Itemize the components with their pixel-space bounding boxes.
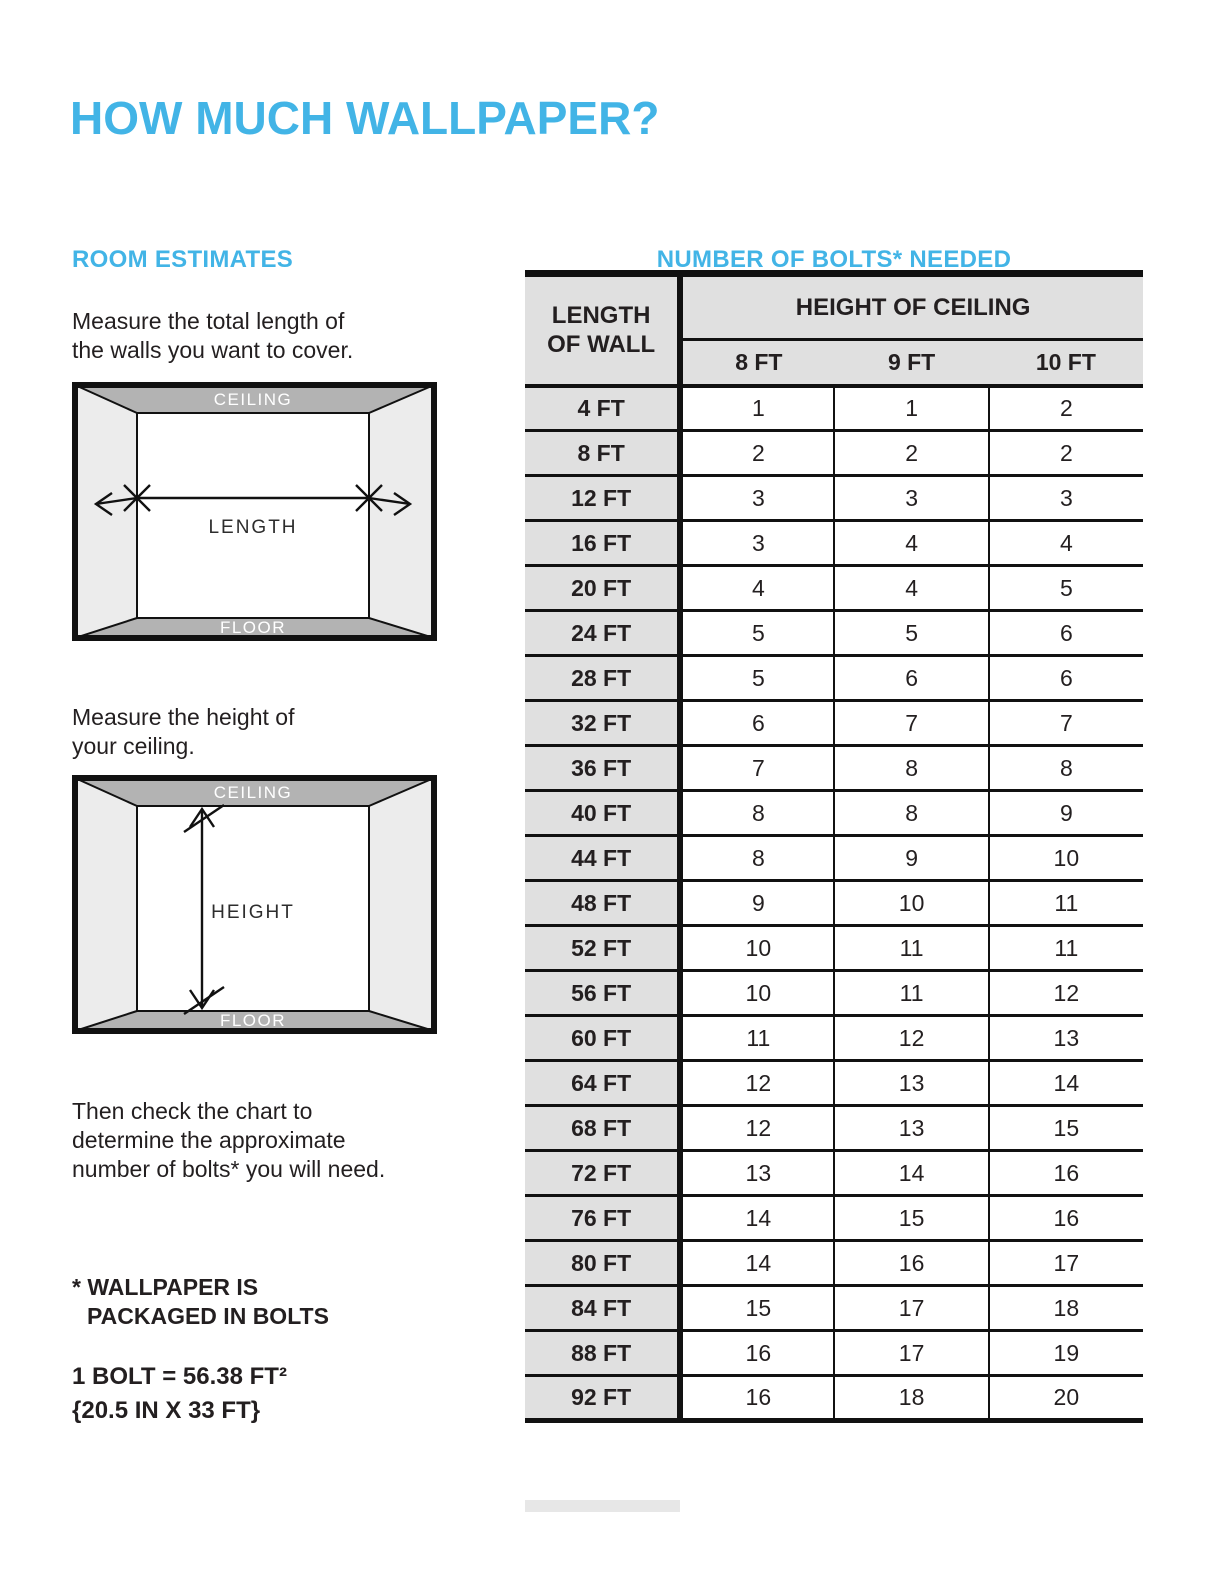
table-row bbox=[525, 1061, 1143, 1106]
right-wall bbox=[369, 778, 434, 1031]
bolt-count-cell: 8 bbox=[680, 791, 834, 836]
instruction-line: your ceiling. bbox=[72, 733, 195, 759]
column-header-9ft: 9 FT bbox=[834, 340, 988, 386]
bolt-count-cell: 3 bbox=[989, 476, 1143, 521]
instruction-line: Measure the height of bbox=[72, 704, 295, 730]
bolt-count-cell: 6 bbox=[680, 701, 834, 746]
bolt-count-cell: 17 bbox=[989, 1241, 1143, 1286]
right-wall bbox=[369, 385, 434, 638]
table-row bbox=[525, 836, 1143, 881]
bolt-count-cell: 9 bbox=[680, 881, 834, 926]
bolt-count-cell: 19 bbox=[989, 1331, 1143, 1376]
left-wall bbox=[75, 778, 137, 1031]
table-row bbox=[525, 431, 1143, 476]
bolt-count-cell: 14 bbox=[834, 1151, 988, 1196]
bolt-count-cell: 1 bbox=[834, 386, 988, 431]
bolt-count-cell: 7 bbox=[989, 701, 1143, 746]
bolt-count-cell: 14 bbox=[680, 1196, 834, 1241]
bolt-count-cell: 2 bbox=[989, 386, 1143, 431]
ceiling-label: CEILING bbox=[213, 390, 293, 409]
bolt-count-cell: 14 bbox=[680, 1241, 834, 1286]
room-estimates-heading: ROOM ESTIMATES bbox=[72, 245, 294, 273]
bolt-count-cell: 13 bbox=[834, 1106, 988, 1151]
wall-length-label: 48 FT bbox=[525, 881, 680, 926]
bolt-count-cell: 16 bbox=[680, 1331, 834, 1376]
bolt-count-cell: 20 bbox=[989, 1376, 1143, 1421]
bolt-count-cell: 8 bbox=[989, 746, 1143, 791]
table-row bbox=[525, 1286, 1143, 1331]
bolt-count-cell: 8 bbox=[834, 791, 988, 836]
bolt-count-cell: 4 bbox=[989, 521, 1143, 566]
bolt-count-cell: 12 bbox=[989, 971, 1143, 1016]
bolt-count-cell: 18 bbox=[834, 1376, 988, 1421]
wall-length-label: 28 FT bbox=[525, 656, 680, 701]
table-row bbox=[525, 1196, 1143, 1241]
table-header bbox=[525, 274, 1143, 386]
height-label: HEIGHT bbox=[211, 902, 295, 923]
bolt-size-info bbox=[72, 1360, 287, 1428]
wall-length-label: 76 FT bbox=[525, 1196, 680, 1241]
table-row bbox=[525, 971, 1143, 1016]
wall-length-label: 68 FT bbox=[525, 1106, 680, 1151]
bolt-count-cell: 6 bbox=[989, 656, 1143, 701]
bolt-count-cell: 2 bbox=[680, 431, 834, 476]
bolt-count-cell: 15 bbox=[834, 1196, 988, 1241]
table-row bbox=[525, 1151, 1143, 1196]
wall-length-label: 80 FT bbox=[525, 1241, 680, 1286]
table-row bbox=[525, 1331, 1143, 1376]
wall-length-label: 8 FT bbox=[525, 431, 680, 476]
wall-length-label: 92 FT bbox=[525, 1376, 680, 1421]
bolt-size-line: 1 BOLT = 56.38 FT² bbox=[72, 1363, 287, 1390]
table-row bbox=[525, 926, 1143, 971]
bolt-count-cell: 16 bbox=[989, 1151, 1143, 1196]
wall-length-label: 36 FT bbox=[525, 746, 680, 791]
bolt-count-cell: 11 bbox=[989, 926, 1143, 971]
bolt-count-cell: 13 bbox=[680, 1151, 834, 1196]
table-row bbox=[525, 701, 1143, 746]
instruction-measure-height bbox=[72, 703, 294, 761]
bolt-count-cell: 16 bbox=[680, 1376, 834, 1421]
wall-length-label: 52 FT bbox=[525, 926, 680, 971]
bolt-count-cell: 6 bbox=[989, 611, 1143, 656]
instruction-line: Measure the total length of bbox=[72, 308, 345, 334]
wall-length-label: 12 FT bbox=[525, 476, 680, 521]
instruction-line: determine the approximate bbox=[72, 1127, 346, 1153]
ceiling-label: CEILING bbox=[213, 783, 293, 802]
back-wall bbox=[137, 413, 369, 618]
bolts-needed-table bbox=[525, 270, 1143, 1423]
bolt-count-cell: 18 bbox=[989, 1286, 1143, 1331]
bolt-count-cell: 15 bbox=[989, 1106, 1143, 1151]
table-row bbox=[525, 656, 1143, 701]
table-row bbox=[525, 476, 1143, 521]
instruction-line: Then check the chart to bbox=[72, 1098, 313, 1124]
table-row bbox=[525, 1376, 1143, 1421]
bolt-count-cell: 10 bbox=[680, 971, 834, 1016]
column-header-10ft: 10 FT bbox=[989, 340, 1143, 386]
table-footer-stub bbox=[525, 1500, 680, 1512]
bolt-count-cell: 5 bbox=[680, 656, 834, 701]
bolt-count-cell: 2 bbox=[834, 431, 988, 476]
instruction-line: the walls you want to cover. bbox=[72, 337, 354, 363]
table-row bbox=[525, 1016, 1143, 1061]
bolt-count-cell: 11 bbox=[989, 881, 1143, 926]
bolt-count-cell: 13 bbox=[989, 1016, 1143, 1061]
floor-label: FLOOR bbox=[219, 1011, 287, 1030]
bolt-count-cell: 8 bbox=[834, 746, 988, 791]
bolt-count-cell: 12 bbox=[680, 1106, 834, 1151]
table-row bbox=[525, 881, 1143, 926]
page-title: HOW MUCH WALLPAPER? bbox=[70, 91, 660, 144]
bolt-count-cell: 11 bbox=[834, 971, 988, 1016]
instruction-check-chart bbox=[72, 1097, 385, 1184]
table-row bbox=[525, 611, 1143, 656]
bolt-count-cell: 5 bbox=[680, 611, 834, 656]
bolt-count-cell: 7 bbox=[680, 746, 834, 791]
wall-length-label: 4 FT bbox=[525, 386, 680, 431]
floor-label: FLOOR bbox=[219, 618, 287, 637]
bolt-count-cell: 15 bbox=[680, 1286, 834, 1331]
table-row bbox=[525, 1241, 1143, 1286]
instruction-line: number of bolts* you will need. bbox=[72, 1156, 386, 1182]
bolt-count-cell: 17 bbox=[834, 1331, 988, 1376]
wall-length-label: 24 FT bbox=[525, 611, 680, 656]
bolt-count-cell: 17 bbox=[834, 1286, 988, 1331]
wall-length-label: 16 FT bbox=[525, 521, 680, 566]
bolt-count-cell: 11 bbox=[834, 926, 988, 971]
column-header-8ft: 8 FT bbox=[680, 340, 834, 386]
wall-length-label: 20 FT bbox=[525, 566, 680, 611]
bolt-count-cell: 4 bbox=[834, 566, 988, 611]
room-length-diagram bbox=[72, 382, 437, 641]
wall-length-label: 56 FT bbox=[525, 971, 680, 1016]
bolt-count-cell: 7 bbox=[834, 701, 988, 746]
bolt-count-cell: 3 bbox=[680, 476, 834, 521]
table-row bbox=[525, 746, 1143, 791]
bolt-count-cell: 8 bbox=[680, 836, 834, 881]
bolt-count-cell: 9 bbox=[834, 836, 988, 881]
bolt-count-cell: 1 bbox=[680, 386, 834, 431]
table-row bbox=[525, 791, 1143, 836]
table-row bbox=[525, 566, 1143, 611]
bolt-count-cell: 10 bbox=[834, 881, 988, 926]
bolt-count-cell: 10 bbox=[680, 926, 834, 971]
bolt-count-cell: 16 bbox=[989, 1196, 1143, 1241]
bolt-count-cell: 9 bbox=[989, 791, 1143, 836]
bolt-count-cell: 4 bbox=[834, 521, 988, 566]
bolt-count-cell: 5 bbox=[989, 566, 1143, 611]
bolt-count-cell: 12 bbox=[834, 1016, 988, 1061]
wall-length-label: 32 FT bbox=[525, 701, 680, 746]
table-row bbox=[525, 521, 1143, 566]
wall-length-label: 64 FT bbox=[525, 1061, 680, 1106]
wall-length-label: 84 FT bbox=[525, 1286, 680, 1331]
bolt-size-line: {20.5 IN X 33 FT} bbox=[72, 1397, 261, 1424]
bolts-needed-heading: NUMBER OF BOLTS* NEEDED bbox=[656, 245, 1012, 273]
instruction-measure-length bbox=[72, 307, 353, 365]
table-row bbox=[525, 1106, 1143, 1151]
wall-length-label: 44 FT bbox=[525, 836, 680, 881]
bolt-count-cell: 11 bbox=[680, 1016, 834, 1061]
bolt-count-cell: 12 bbox=[680, 1061, 834, 1106]
bolt-count-cell: 5 bbox=[834, 611, 988, 656]
header-line: LENGTH bbox=[551, 302, 651, 330]
bolt-count-cell: 10 bbox=[989, 836, 1143, 881]
bolt-count-cell: 3 bbox=[834, 476, 988, 521]
header-line: OF WALL bbox=[547, 331, 656, 359]
wall-length-label: 40 FT bbox=[525, 791, 680, 836]
bolt-count-cell: 13 bbox=[834, 1061, 988, 1106]
bolt-count-cell: 4 bbox=[680, 566, 834, 611]
footnote-line: * WALLPAPER IS bbox=[72, 1274, 259, 1300]
table-row bbox=[525, 386, 1143, 431]
bolts-table-body bbox=[525, 386, 1143, 1421]
height-of-ceiling-header: HEIGHT OF CEILING bbox=[680, 274, 1143, 340]
room-height-diagram bbox=[72, 775, 437, 1034]
wall-length-label: 60 FT bbox=[525, 1016, 680, 1061]
length-of-wall-header bbox=[525, 274, 680, 386]
bolt-count-cell: 2 bbox=[989, 431, 1143, 476]
length-label: LENGTH bbox=[208, 517, 298, 538]
wallpaper-bolts-footnote bbox=[72, 1273, 329, 1331]
bolt-count-cell: 3 bbox=[680, 521, 834, 566]
bolt-count-cell: 14 bbox=[989, 1061, 1143, 1106]
wall-length-label: 88 FT bbox=[525, 1331, 680, 1376]
wall-length-label: 72 FT bbox=[525, 1151, 680, 1196]
bolt-count-cell: 6 bbox=[834, 656, 988, 701]
bolt-count-cell: 16 bbox=[834, 1241, 988, 1286]
footnote-line: PACKAGED IN BOLTS bbox=[87, 1303, 329, 1329]
